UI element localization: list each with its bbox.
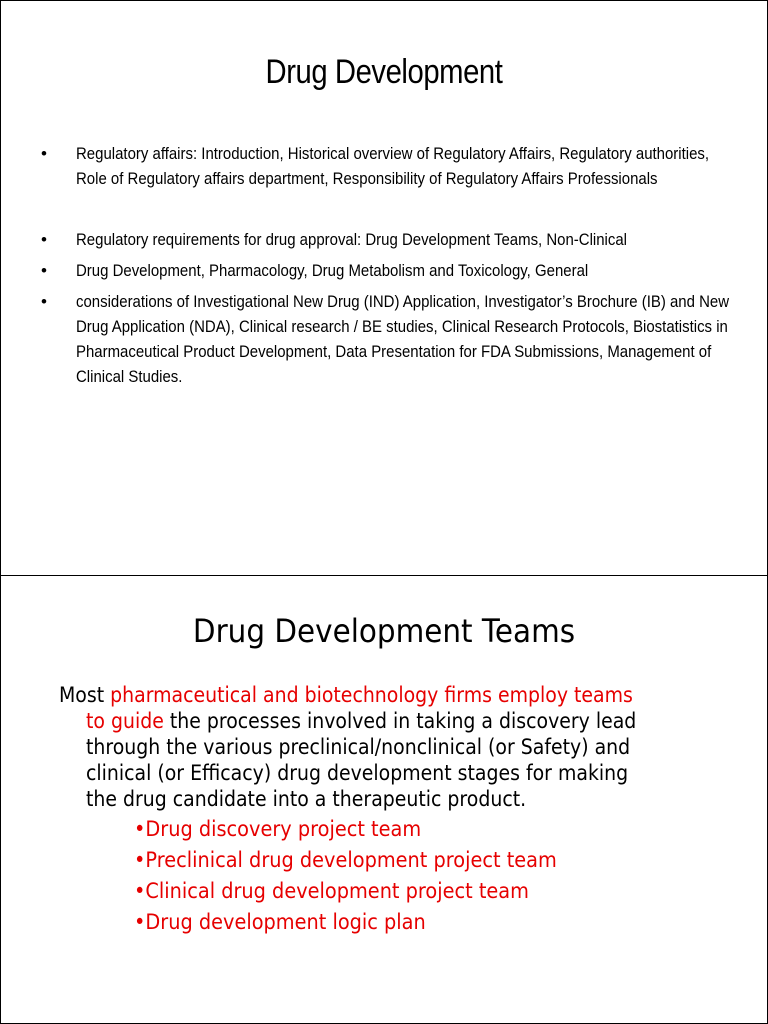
text-run: the processes involved in taking a discovery lead — [163, 709, 637, 733]
list-item — [41, 141, 741, 221]
bullet-marker: • — [41, 261, 47, 280]
paragraph-line: through the various preclinical/nonclinical (or Safety) and — [86, 735, 631, 759]
bullet-text: Drug Development, Pharmacology, Drug Metabolism and Toxicology, General — [76, 261, 589, 280]
text-run: Most — [59, 683, 111, 707]
list-item — [41, 227, 741, 252]
paragraph-line — [59, 682, 752, 708]
bullet-text: Regulatory requirements for drug approval: Drug Development Teams, Non-Clinical — [76, 230, 628, 249]
list-item: •Clinical drug development project team — [134, 879, 529, 903]
bullet-list — [41, 141, 741, 395]
slide-title: Drug Development — [265, 53, 503, 91]
bullet-text: Regulatory affairs: Introduction, Historical overview of Regulatory Affairs, Regulatory authorities, Role of Regulatory affairs department, Responsibility of Regulatory Affairs Professionals — [76, 144, 710, 188]
list-item — [41, 289, 741, 389]
intro-paragraph — [59, 682, 749, 812]
bullet-text: considerations of Investigational New Drug (IND) Application, Investigator’s Brochure (IB) and New Drug Application (NDA), Clinical research / BE studies, Clinical Research Protocols, Biostatistics in Pharmaceutical Product Development, Data Presentation for FDA Submissions, Management of Clinical Studies. — [76, 292, 730, 386]
highlight-run: pharmaceutical and biotechnology firms employ teams — [110, 683, 633, 707]
list-item: •Drug development logic plan — [134, 910, 426, 934]
paragraph-line: clinical (or Efficacy) drug development stages for making — [86, 761, 629, 785]
paragraph-line — [59, 708, 752, 734]
list-item — [41, 258, 741, 283]
team-list — [134, 814, 557, 938]
bullet-marker: • — [41, 230, 47, 249]
highlight-run: to guide — [86, 709, 164, 733]
paragraph-line: the drug candidate into a therapeutic product. — [86, 787, 527, 811]
slide-drug-development-teams — [0, 575, 768, 1024]
list-item: •Preclinical drug development project team — [134, 848, 557, 872]
bullet-marker: • — [41, 144, 47, 163]
bullet-marker: • — [41, 292, 47, 311]
slide-title: Drug Development Teams — [192, 612, 576, 650]
list-item: •Drug discovery project team — [134, 817, 422, 841]
